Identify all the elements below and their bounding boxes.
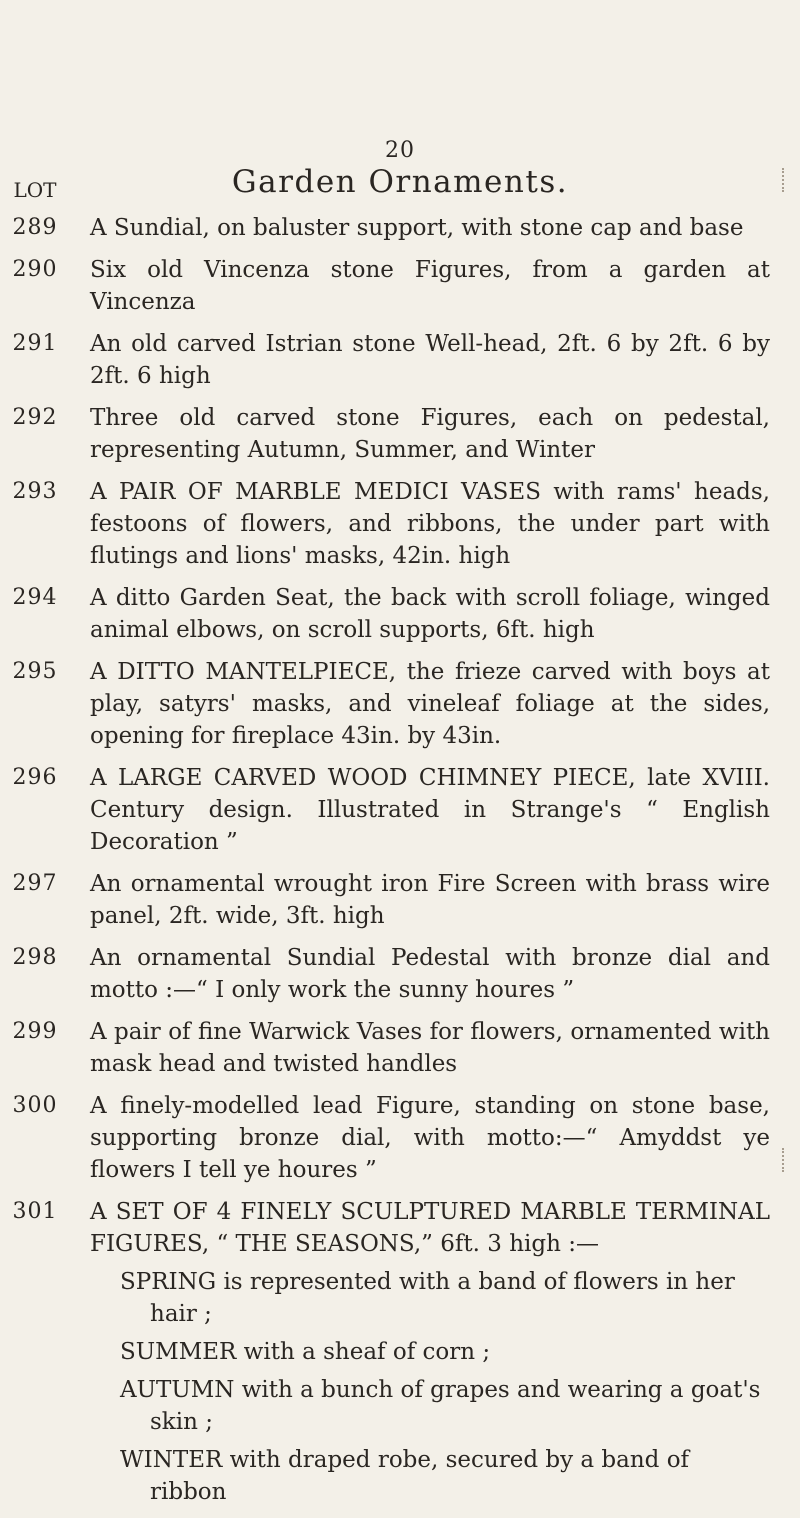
lot-300 xyxy=(0,1090,800,1186)
lot-description: A DITTO MANTELPIECE, the frieze carved with boys at play, satyrs' masks, and vineleaf foliage at the sides, opening for fireplace 43in. by 43in. xyxy=(90,659,770,749)
lot-number: 301 xyxy=(12,1199,58,1224)
season-spring: SPRING is represented with a band of flowers in her hair ; xyxy=(120,1269,735,1327)
lot-294 xyxy=(0,582,800,646)
lot-298 xyxy=(0,942,800,1006)
lot-column-header: LOT xyxy=(13,178,57,202)
lot-description: A PAIR OF MARBLE MEDICI VASES with rams' heads, festoons of flowers, and ribbons, the under part with flutings and lions' masks, 42in. high xyxy=(90,479,770,569)
lot-description: An old carved Istrian stone Well-head, 2ft. 6 by 2ft. 6 by 2ft. 6 high xyxy=(90,331,770,389)
lot-number: 295 xyxy=(12,659,58,684)
lot-number: 291 xyxy=(12,331,58,356)
lot-292 xyxy=(0,402,800,466)
page-number: 20 xyxy=(385,138,415,163)
lot-description: A Sundial, on baluster support, with stone cap and base xyxy=(90,215,744,241)
lot-description: Six old Vincenza stone Figures, from a garden at Vincenza xyxy=(90,257,770,315)
lot-number: 294 xyxy=(12,585,58,610)
season-summer: SUMMER with a sheaf of corn ; xyxy=(120,1339,491,1365)
lot-301 xyxy=(0,1196,800,1508)
lot-290 xyxy=(0,254,800,318)
lot-297 xyxy=(0,868,800,932)
lot-description: Three old carved stone Figures, each on pedestal, representing Autumn, Summer, and Winter xyxy=(90,405,770,463)
lot-295 xyxy=(0,656,800,752)
lot-289 xyxy=(0,212,800,244)
lot-list xyxy=(0,212,800,1518)
seasons-list xyxy=(120,1266,770,1508)
lot-description: An ornamental wrought iron Fire Screen with brass wire panel, 2ft. wide, 3ft. high xyxy=(90,871,770,929)
season-autumn: AUTUMN with a bunch of grapes and wearing a goat's skin ; xyxy=(120,1377,761,1435)
season-winter: WINTER with draped robe, secured by a band of ribbon xyxy=(120,1447,690,1505)
lot-description: A ditto Garden Seat, the back with scroll foliage, winged animal elbows, on scroll supports, 6ft. high xyxy=(90,585,770,643)
page-edge-mark-bottom xyxy=(782,1148,790,1172)
lot-description: A LARGE CARVED WOOD CHIMNEY PIECE, late XVIII. Century design. Illustrated in Strange's “ English Decoration ” xyxy=(90,765,770,855)
lot-293 xyxy=(0,476,800,572)
lot-number: 296 xyxy=(12,765,58,790)
lot-number: 289 xyxy=(12,215,58,240)
lot-description: A SET OF 4 FINELY SCULPTURED MARBLE TERMINAL FIGURES, “ THE SEASONS,” 6ft. 3 high :— xyxy=(90,1199,770,1257)
lot-number: 297 xyxy=(12,871,58,896)
lot-number: 293 xyxy=(12,479,58,504)
lot-number: 300 xyxy=(12,1093,58,1118)
lot-299 xyxy=(0,1016,800,1080)
lot-description: A finely-modelled lead Figure, standing on stone base, supporting bronze dial, with motto:—“ Amyddst ye flowers I tell ye houres ” xyxy=(90,1093,770,1183)
lot-number: 299 xyxy=(12,1019,58,1044)
lot-description: An ornamental Sundial Pedestal with bronze dial and motto :—“ I only work the sunny houres ” xyxy=(90,945,770,1003)
page-edge-mark-top xyxy=(782,168,790,192)
lot-number: 298 xyxy=(12,945,58,970)
lot-291 xyxy=(0,328,800,392)
lot-number: 290 xyxy=(12,257,58,282)
lot-number: 292 xyxy=(12,405,58,430)
lot-296 xyxy=(0,762,800,858)
lot-description: A pair of fine Warwick Vases for flowers, ornamented with mask head and twisted handles xyxy=(90,1019,770,1077)
page-title: Garden Ornaments. xyxy=(231,164,569,200)
